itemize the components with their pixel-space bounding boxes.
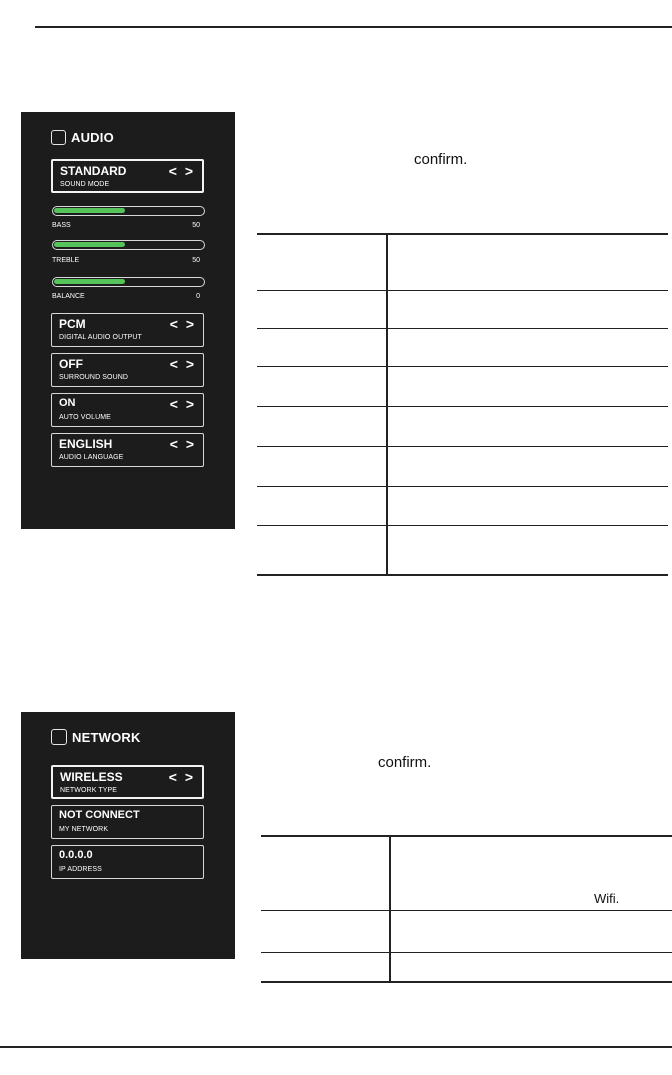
bass-slider[interactable] xyxy=(52,206,205,216)
sound-mode-option[interactable] xyxy=(51,159,204,193)
surround-sound-option[interactable] xyxy=(51,353,204,387)
ip-address-value: 0.0.0.0 xyxy=(59,849,93,861)
surround-sound-arrows-icon[interactable]: < > xyxy=(169,356,196,372)
balance-slider-fill xyxy=(54,279,125,284)
audio-table-divider xyxy=(386,233,388,575)
bass-label: BASS xyxy=(52,222,71,229)
network-menu-header xyxy=(51,729,141,745)
auto-volume-arrows-icon[interactable]: < > xyxy=(169,396,196,412)
treble-label: TREBLE xyxy=(52,257,80,264)
audio-table-bottom-border xyxy=(257,574,668,576)
balance-label: BALANCE xyxy=(52,293,85,300)
digital-audio-output-arrows-icon[interactable]: < > xyxy=(169,316,196,332)
balance-slider[interactable] xyxy=(52,277,205,287)
auto-volume-option[interactable] xyxy=(51,393,204,427)
audio-table-row-line xyxy=(257,525,668,526)
audio-checkbox-icon xyxy=(51,130,66,145)
network-table-row-line xyxy=(261,910,672,911)
audio-language-option[interactable] xyxy=(51,433,204,467)
audio-language-value: ENGLISH xyxy=(59,437,113,451)
audio-table-row-line xyxy=(257,406,668,407)
network-menu-title: NETWORK xyxy=(72,729,141,745)
digital-audio-output-label: DIGITAL AUDIO OUTPUT xyxy=(59,334,142,341)
audio-table-row-line xyxy=(257,290,668,291)
bass-slider-fill xyxy=(54,208,125,213)
my-network-option[interactable] xyxy=(51,805,204,839)
network-confirm-text: confirm. xyxy=(378,754,432,771)
page-bottom-rule xyxy=(0,1046,672,1048)
audio-language-arrows-icon[interactable]: < > xyxy=(169,436,196,452)
network-type-arrows-icon[interactable]: < > xyxy=(168,769,195,785)
digital-audio-output-value: PCM xyxy=(59,317,86,331)
ip-address-option[interactable] xyxy=(51,845,204,879)
audio-table-row-line xyxy=(257,486,668,487)
audio-language-label: AUDIO LANGUAGE xyxy=(59,454,124,461)
audio-menu-title: AUDIO xyxy=(71,130,114,145)
auto-volume-value: ON xyxy=(59,397,76,409)
auto-volume-label: AUTO VOLUME xyxy=(59,414,111,421)
network-menu-panel xyxy=(21,712,235,959)
sound-mode-value: STANDARD xyxy=(60,164,127,178)
audio-table-top-border xyxy=(257,233,668,235)
audio-menu-panel xyxy=(21,112,235,529)
network-table-top-border xyxy=(261,835,672,837)
network-table-bottom-border xyxy=(261,981,672,983)
sound-mode-arrows-icon[interactable]: < > xyxy=(168,163,195,179)
surround-sound-label: SURROUND SOUND xyxy=(59,374,129,381)
bass-value: 50 xyxy=(192,222,200,229)
network-type-option[interactable] xyxy=(51,765,204,799)
audio-table-row-line xyxy=(257,366,668,367)
my-network-value: NOT CONNECT xyxy=(59,809,140,821)
ip-address-label: IP ADDRESS xyxy=(59,866,102,873)
network-type-label: NETWORK TYPE xyxy=(60,787,118,794)
sound-mode-label: SOUND MODE xyxy=(60,181,110,188)
digital-audio-output-option[interactable] xyxy=(51,313,204,347)
treble-slider-fill xyxy=(54,242,125,247)
audio-table-row-line xyxy=(257,328,668,329)
network-type-value: WIRELESS xyxy=(60,770,123,784)
network-checkbox-icon xyxy=(51,729,67,745)
audio-confirm-text: confirm. xyxy=(414,151,468,168)
network-table-divider xyxy=(389,835,391,983)
network-table-row-line xyxy=(261,952,672,953)
audio-table-row-line xyxy=(257,446,668,447)
surround-sound-value: OFF xyxy=(59,357,83,371)
treble-slider[interactable] xyxy=(52,240,205,250)
audio-menu-header xyxy=(51,130,114,145)
treble-value: 50 xyxy=(192,257,200,264)
my-network-label: MY NETWORK xyxy=(59,826,109,833)
network-table-wifi-text: Wifi. xyxy=(594,891,620,906)
page-top-rule xyxy=(35,26,672,28)
balance-value: 0 xyxy=(196,293,200,300)
